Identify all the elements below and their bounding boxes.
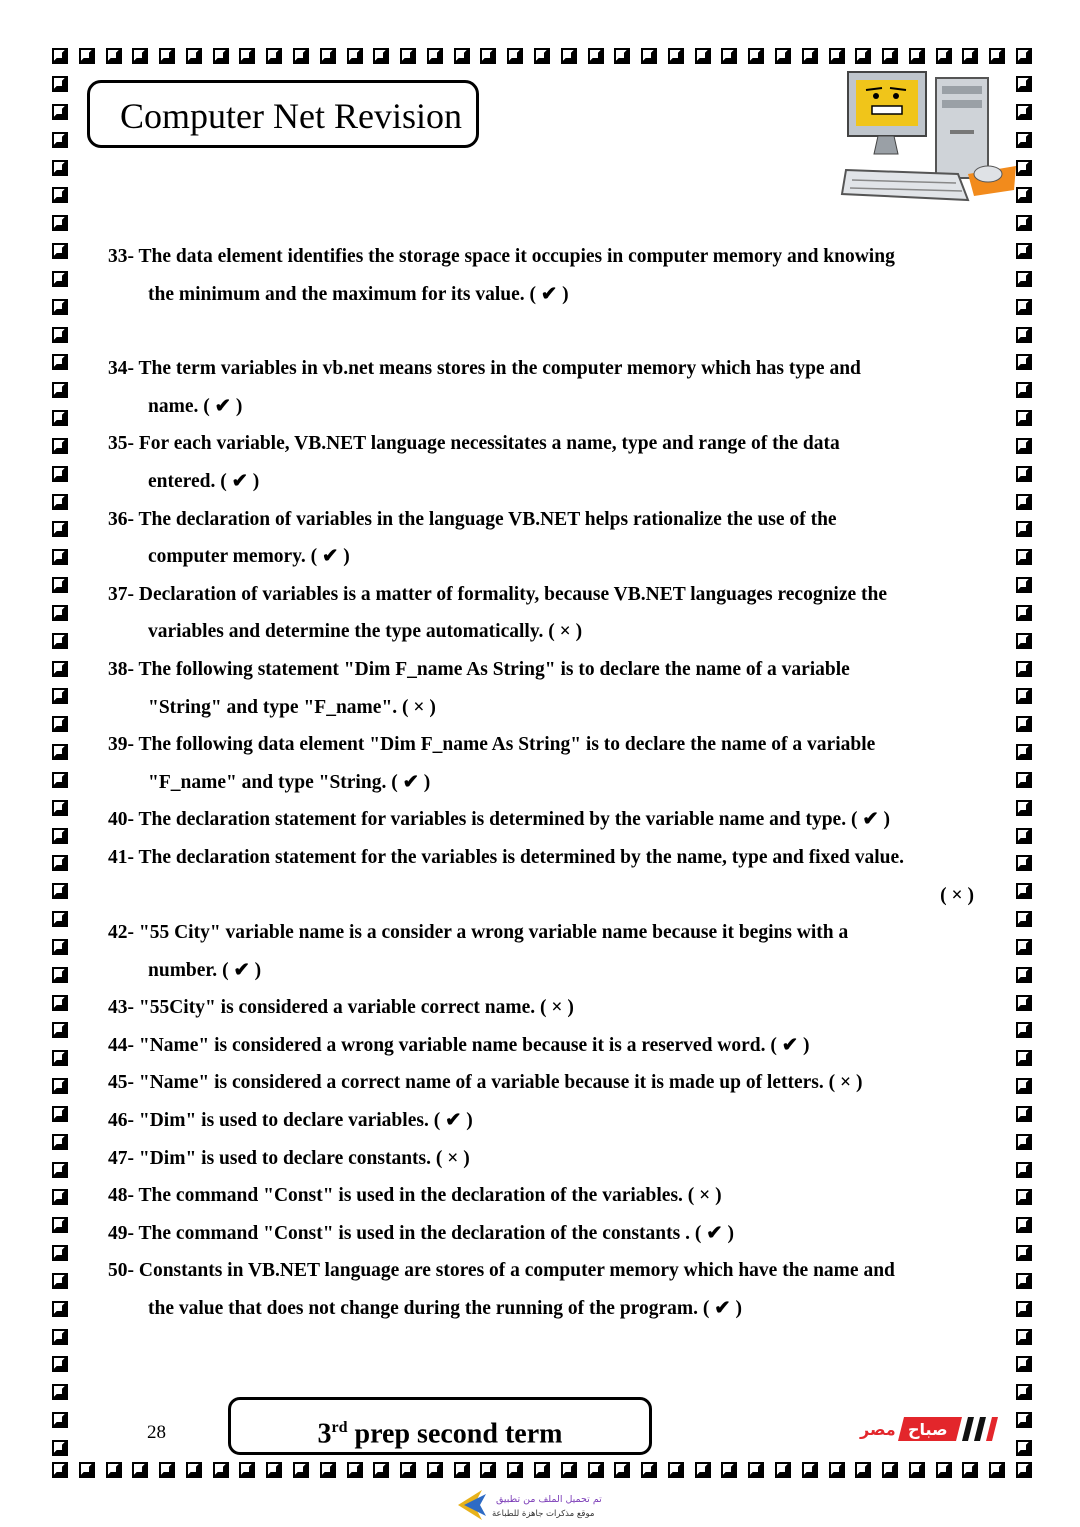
question-text: The declaration statement for variables is determined by the variable name and type. [138,809,847,831]
border-square [52,1356,68,1372]
border-square [1016,521,1032,537]
question-line1 [108,651,1008,689]
border-square [1016,327,1032,343]
question-text: For each variable, VB.NET language necessitates a name, type and range of the data [138,433,840,455]
border-square [52,772,68,788]
border-square [186,1462,202,1478]
question-line2: the value that does not change during the running of the program. ( ✔ ) [148,1298,742,1320]
border-square [1016,1301,1032,1317]
question-text: "Dim" is used to declare variables. [138,1110,429,1132]
border-square [668,48,684,64]
border-square [1016,1050,1032,1066]
border-square [1016,187,1032,203]
border-square [52,1050,68,1066]
question-item [108,914,1008,989]
border-square [1016,1078,1032,1094]
question-line1 [108,350,1008,388]
logo-text-right: صباح [908,1420,948,1439]
answer-mark: ✔ [214,395,231,417]
border-square [52,1301,68,1317]
border-square [534,48,550,64]
border-square [52,494,68,510]
question-text-cont: "F_name" and type "String. [148,771,387,793]
border-square [1016,549,1032,565]
border-square [52,187,68,203]
question-item [108,989,1008,1027]
border-square [52,1134,68,1150]
answer-mark: × [447,1147,459,1169]
question-line1: 44- "Name" is considered a wrong variable name because it is a reserved word. ( ✔ ) [108,1034,810,1056]
border-square [52,215,68,231]
question-line1: 47- "Dim" is used to declare constants. ( × ) [108,1147,470,1169]
border-square [52,661,68,677]
border-square [106,1462,122,1478]
question-line2: name. ( ✔ ) [148,395,243,417]
sabah-masr-logo [856,1413,1006,1443]
border-square [52,327,68,343]
question-text: "55City" is considered a variable correct name. [138,997,536,1019]
border-square [52,76,68,92]
border-square [52,855,68,871]
question-item [108,801,1008,839]
question-item [108,425,1008,500]
answer-mark: × [559,621,571,643]
question-text-cont: name. [148,395,199,417]
answer-mark: ✔ [322,546,339,568]
question-line1 [108,576,1008,614]
border-square [1016,855,1032,871]
border-square [1016,1412,1032,1428]
border-square [775,48,791,64]
answer-mark: × [951,884,963,906]
question-text: The declaration statement for the variables is determined by the name, type and fixed value. [138,846,905,868]
border-square [909,48,925,64]
border-square [427,48,443,64]
border-square [1016,1245,1032,1261]
border-square [52,828,68,844]
answer-mark: ✔ [231,470,248,492]
term-rest: prep second term [347,1418,563,1450]
question-number: 35- [108,433,134,455]
border-square [1016,354,1032,370]
question-number: 50- [108,1260,134,1282]
border-square [721,1462,737,1478]
border-square [668,1462,684,1478]
border-square [52,1162,68,1178]
border-square [962,1462,978,1478]
question-number: 47- [108,1147,134,1169]
question-line1 [108,914,1008,952]
border-square [52,132,68,148]
border-square [79,1462,95,1478]
border-square [1016,1189,1032,1205]
border-square [79,48,95,64]
border-square [454,1462,470,1478]
border-square [829,1462,845,1478]
border-square [52,1189,68,1205]
border-square [52,549,68,565]
border-square [52,410,68,426]
border-square [293,48,309,64]
question-item [108,501,1008,576]
question-number: 39- [108,734,134,756]
border-square [106,48,122,64]
border-square [1016,1022,1032,1038]
question-text-cont: the value that does not change during the running of the program. [148,1298,699,1320]
border-square [561,48,577,64]
answer-line: ( × ) [940,884,974,906]
question-number: 44- [108,1034,134,1056]
border-square [52,1106,68,1122]
border-square [1016,1329,1032,1345]
border-square [1016,772,1032,788]
answer-mark: × [413,696,425,718]
border-square [1016,299,1032,315]
border-square [52,577,68,593]
border-square [52,1462,68,1478]
border-square [52,1245,68,1261]
title-box [87,80,479,148]
question-line1: 40- The declaration statement for variables is determined by the variable name and type. ( ✔ ) [108,809,891,831]
border-square [186,48,202,64]
answer-mark: × [551,997,563,1019]
border-square [909,1462,925,1478]
border-square [1016,1106,1032,1122]
border-square [1016,243,1032,259]
question-number: 36- [108,508,134,530]
answer-mark: ✔ [862,809,879,831]
question-line1 [108,1252,1008,1290]
question-number: 46- [108,1110,134,1132]
question-text: The command "Const" is used in the declaration of the variables. [138,1185,683,1207]
question-text: The following data element "Dim F_name As String" is to declare the name of a variable [138,734,876,756]
question-text: "Name" is considered a wrong variable name because it is a reserved word. [138,1034,766,1056]
border-square [52,382,68,398]
question-number: 43- [108,997,134,1019]
question-item [108,1064,1008,1102]
question-number: 48- [108,1185,134,1207]
answer-mark: ✔ [540,283,558,305]
question-item [108,576,1008,651]
border-square [1016,939,1032,955]
border-square [347,48,363,64]
border-square [52,466,68,482]
question-text: The data element identifies the storage space it occupies in computer memory and knowing [138,246,895,267]
border-square [52,939,68,955]
border-square [641,48,657,64]
border-square [373,1462,389,1478]
border-square [52,299,68,315]
border-square [52,1384,68,1400]
border-square [52,967,68,983]
border-square [614,48,630,64]
question-line1: 46- "Dim" is used to declare variables. ( ✔ ) [108,1110,473,1132]
border-square [159,1462,175,1478]
question-item [108,1140,1008,1178]
border-square [266,1462,282,1478]
border-square [454,48,470,64]
question-text-cont: number. [148,959,218,981]
question-line2: variables and determine the type automatically. ( × ) [148,621,583,643]
border-square [829,48,845,64]
border-square [52,1412,68,1428]
border-square [989,1462,1005,1478]
question-line1: 45- "Name" is considered a correct name of a variable because it is made up of letters. ( × ) [108,1072,863,1094]
border-square [1016,271,1032,287]
border-square [1016,438,1032,454]
question-item [108,1177,1008,1215]
question-text: Constants in VB.NET language are stores of a computer memory which have the name and [138,1260,895,1282]
question-item [108,839,1008,914]
border-square [373,48,389,64]
question-number: 34- [108,358,134,380]
question-text-cont: computer memory. [148,546,306,568]
border-square [1016,1273,1032,1289]
border-square [1016,1134,1032,1150]
border-square [882,48,898,64]
border-square [1016,633,1032,649]
border-square [52,911,68,927]
border-square [52,354,68,370]
border-square [320,48,336,64]
border-square [52,688,68,704]
border-square [52,1440,68,1456]
question-text: "Dim" is used to declare constants. [138,1147,431,1169]
border-square [1016,995,1032,1011]
border-square [534,1462,550,1478]
answer-mark: × [699,1185,711,1207]
question-text: The command "Const" is used in the declaration of the constants . [138,1222,690,1244]
border-square [266,48,282,64]
question-number: 33- [108,246,134,267]
question-text-cont: the minimum and the maximum for its value. [148,283,525,305]
question-line2: number. ( ✔ ) [148,959,262,981]
border-square [1016,48,1032,64]
border-square [614,1462,630,1478]
border-square [748,48,764,64]
border-square [52,744,68,760]
border-square [52,633,68,649]
border-square [52,995,68,1011]
border-square [52,716,68,732]
border-square [52,521,68,537]
question-line1 [108,425,1008,463]
border-square [695,1462,711,1478]
question-line2: "String" and type "F_name". ( × ) [148,696,436,718]
question-number: 37- [108,583,134,605]
border-square [213,1462,229,1478]
border-square [52,271,68,287]
term-suffix: rd [331,1419,348,1436]
question-item [108,1215,1008,1253]
border-square [52,1078,68,1094]
question-line2: "F_name" and type "String. ( ✔ ) [148,771,431,793]
question-text-cont: variables and determine the type automatically. [148,621,544,643]
border-square [588,48,604,64]
border-square [427,1462,443,1478]
answer-mark: ✔ [706,1222,723,1244]
border-square [1016,1217,1032,1233]
border-square [52,1022,68,1038]
questions-list [108,238,1008,1328]
border-square [775,1462,791,1478]
note-line1: تم تحميل الملف من تطبيق [496,1494,602,1505]
border-square [480,48,496,64]
border-square [480,1462,496,1478]
border-square [320,1462,336,1478]
border-square [1016,661,1032,677]
border-square [855,1462,871,1478]
border-square [1016,382,1032,398]
border-square [52,883,68,899]
border-square [1016,132,1032,148]
question-item [108,651,1008,726]
border-square [989,48,1005,64]
border-square [1016,1384,1032,1400]
question-line1: 49- The command "Const" is used in the declaration of the constants . ( ✔ ) [108,1222,734,1244]
question-line1 [108,501,1008,539]
border-square [52,605,68,621]
question-line1 [108,839,1008,877]
border-square [507,48,523,64]
bottom-watermark [456,1488,616,1522]
question-item [108,1027,1008,1065]
border-square [695,48,711,64]
answer-mark: ✔ [781,1034,799,1056]
border-square [936,48,952,64]
border-square [213,48,229,64]
border-square [52,243,68,259]
question-line1 [108,726,1008,764]
answer-mark: ✔ [233,959,250,981]
question-number: 40- [108,809,134,831]
answer-mark: × [840,1072,852,1094]
question-text: Declaration of variables is a matter of formality, because VB.NET languages recognize the [138,583,888,605]
note-line2: موقع مذكرات جاهزة للطباعة [492,1509,595,1519]
border-square [936,1462,952,1478]
border-square [52,1329,68,1345]
question-item [108,350,1008,425]
question-item [108,726,1008,801]
question-line1: 43- "55City" is considered a variable correct name. ( × ) [108,997,574,1019]
question-number: 42- [108,922,134,944]
question-text-cont: "String" and type "F_name". [148,696,398,718]
border-square [507,1462,523,1478]
question-number: 49- [108,1222,134,1244]
question-line1 [108,238,1008,276]
border-square [855,48,871,64]
border-square [1016,466,1032,482]
question-line1: 48- The command "Const" is used in the declaration of the variables. ( × ) [108,1185,722,1207]
question-text: "55 City" variable name is a consider a wrong variable name because it begins with a [138,922,849,944]
logo-text-left: مصر [860,1420,896,1439]
border-square [1016,1162,1032,1178]
question-line2: entered. ( ✔ ) [148,470,260,492]
border-square [52,438,68,454]
question-item [108,238,1008,313]
border-square [1016,494,1032,510]
border-square [1016,410,1032,426]
border-square [721,48,737,64]
border-square [52,104,68,120]
border-square [1016,744,1032,760]
border-square [1016,716,1032,732]
border-square [52,48,68,64]
border-square [1016,1440,1032,1456]
question-text-cont: entered. [148,470,216,492]
border-square [588,1462,604,1478]
border-square [239,1462,255,1478]
border-square [1016,215,1032,231]
question-number: 41- [108,846,134,868]
border-square [561,1462,577,1478]
border-square [1016,1462,1032,1478]
question-number: 38- [108,658,134,680]
border-square [132,1462,148,1478]
computer-illustration [838,70,1018,210]
border-square [1016,967,1032,983]
border-square [641,1462,657,1478]
border-square [400,48,416,64]
border-square [962,48,978,64]
question-text: The following statement "Dim F_name As String" is to declare the name of a variable [138,658,850,680]
page-title: Computer Net Revision [120,96,462,136]
answer-mark: ✔ [714,1298,731,1320]
border-square [52,160,68,176]
border-square [1016,605,1032,621]
border-square [1016,1356,1032,1372]
border-square [1016,76,1032,92]
question-line2: the minimum and the maximum for its value. ( ✔ ) [148,283,569,305]
border-square [1016,911,1032,927]
border-square [1016,828,1032,844]
border-square [52,800,68,816]
question-item [108,1252,1008,1327]
border-square [748,1462,764,1478]
answer-mark: ✔ [402,771,419,793]
question-text: The term variables in vb.net means stores in the computer memory which has type and [138,358,861,380]
border-square [1016,883,1032,899]
border-square [52,1273,68,1289]
border-square [239,48,255,64]
border-square [347,1462,363,1478]
border-square [293,1462,309,1478]
border-square [132,48,148,64]
question-number: 45- [108,1072,134,1094]
border-square [1016,800,1032,816]
page-number: 28 [147,1422,166,1443]
question-text: "Name" is considered a correct name of a variable because it is made up of letters. [138,1072,824,1094]
border-square [1016,104,1032,120]
border-square [159,48,175,64]
border-square [882,1462,898,1478]
footer-term [231,1400,649,1462]
border-square [400,1462,416,1478]
question-line2: computer memory. ( ✔ ) [148,546,350,568]
question-item [108,1102,1008,1140]
question-text: The declaration of variables in the language VB.NET helps rationalize the use of the [138,508,837,530]
border-square [52,1217,68,1233]
border-square [1016,577,1032,593]
term-ordinal: 3 [317,1418,332,1450]
border-square [1016,160,1032,176]
border-square [802,1462,818,1478]
border-square [1016,688,1032,704]
border-square [802,48,818,64]
footer-box [228,1397,652,1455]
answer-mark: ✔ [445,1110,462,1132]
